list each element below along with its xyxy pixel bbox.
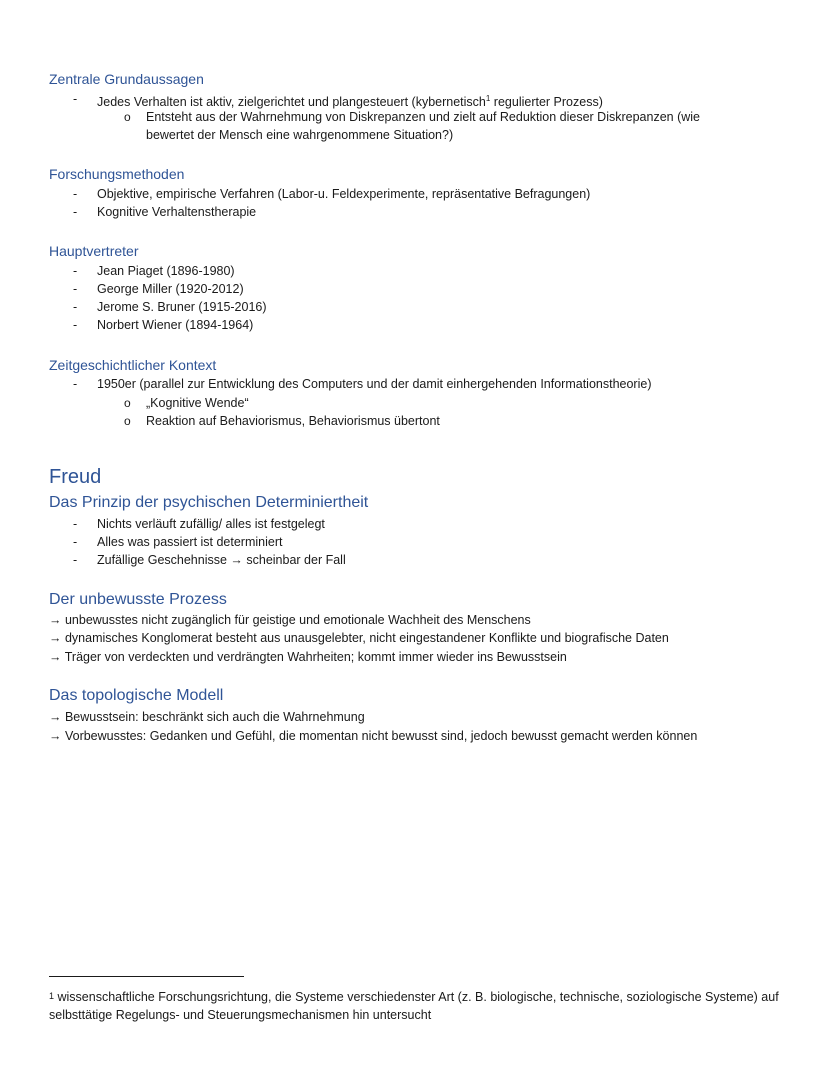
arrow-line: → unbewusstes nicht zugänglich für geistige und emotionale Wachheit des Menschens xyxy=(49,613,531,627)
footnote-marker: 1 xyxy=(49,991,55,1001)
dash-bullet: - xyxy=(73,92,78,106)
list-item: Objektive, empirische Verfahren (Labor-u. Feldexperimente, repräsentative Befragungen) xyxy=(97,187,591,201)
footnote-text: wissenschaftliche Forschungsrichtung, die Systeme verschiedenster Art (z. B. biologische, technische, soziologische Systeme) auf selbsttätige Regelungs- und Steuerungsmechanismen hin untersucht xyxy=(49,990,779,1022)
heading-freud: Freud xyxy=(49,466,102,488)
footnote xyxy=(49,987,779,1024)
list-item: Zufällige Geschehnisse → scheinbar der Fall xyxy=(97,553,346,567)
list-item: Alles was passiert ist determiniert xyxy=(97,535,283,549)
circle-bullet: o xyxy=(124,110,131,124)
arrow-line: → Träger von verdeckten und verdrängten Wahrheiten; kommt immer wieder ins Bewusstsein xyxy=(49,650,567,664)
dash-bullet: - xyxy=(73,517,78,531)
footnote-separator xyxy=(49,976,244,977)
sub-list-item: Entsteht aus der Wahrnehmung von Diskrepanzen und zielt auf Reduktion dieser Diskrepanzen (wie xyxy=(146,110,701,124)
dash-bullet: - xyxy=(73,553,78,567)
list-item: Jerome S. Bruner (1915-2016) xyxy=(97,300,267,314)
list-item: Nichts verläuft zufällig/ alles ist festgelegt xyxy=(97,517,325,531)
list-item: 1950er (parallel zur Entwicklung des Computers und der damit einhergehenden Informationstheorie) xyxy=(97,377,652,391)
list-item: George Miller (1920-2012) xyxy=(97,282,244,296)
dash-bullet: - xyxy=(73,205,78,219)
sub-list-item: Reaktion auf Behaviorismus, Behaviorismus übertont xyxy=(146,414,440,428)
heading-hauptvertreter: Hauptvertreter xyxy=(49,243,139,259)
dash-bullet: - xyxy=(73,187,78,201)
sub-list-item-continued: bewertet der Mensch eine wahrgenommene Situation?) xyxy=(146,128,454,142)
footnote-reference[interactable]: 1 xyxy=(485,94,491,103)
dash-bullet: - xyxy=(73,377,78,391)
dash-bullet: - xyxy=(73,300,78,314)
dash-bullet: - xyxy=(73,282,78,296)
dash-bullet: - xyxy=(73,535,78,549)
arrow-line: → dynamisches Konglomerat besteht aus unausgelebter, nicht eingestandener Konflikte und biografische Daten xyxy=(49,631,669,645)
list-item: Norbert Wiener (1894-1964) xyxy=(97,318,254,332)
dash-bullet: - xyxy=(73,318,78,332)
list-item: Jean Piaget (1896-1980) xyxy=(97,264,235,278)
heading-zeitgeschichtlicher-kontext: Zeitgeschichtlicher Kontext xyxy=(49,357,217,373)
arrow-line: → Vorbewusstes: Gedanken und Gefühl, die momentan nicht bewusst sind, jedoch bewusst gemacht werden können xyxy=(49,729,698,743)
heading-topologisches-modell: Das topologische Modell xyxy=(49,687,224,704)
arrow-line: → Bewusstsein: beschränkt sich auch die Wahrnehmung xyxy=(49,710,365,724)
list-item: Kognitive Verhaltenstherapie xyxy=(97,205,257,219)
dash-bullet: - xyxy=(73,264,78,278)
circle-bullet: o xyxy=(124,396,131,410)
sub-list-item: „Kognitive Wende“ xyxy=(146,396,249,410)
heading-unbewusster-prozess: Der unbewusste Prozess xyxy=(49,591,227,608)
heading-forschungsmethoden: Forschungsmethoden xyxy=(49,166,185,182)
item-text: Jedes Verhalten ist aktiv, zielgerichtet und plangesteuert (kybernetisch xyxy=(97,95,486,110)
circle-bullet: o xyxy=(124,414,131,428)
heading-zentrale-grundaussagen: Zentrale Grundaussagen xyxy=(49,71,204,87)
item-text-rest: regulierter Prozess) xyxy=(490,95,603,110)
heading-prinzip: Das Prinzip der psychischen Determiniertheit xyxy=(49,494,369,511)
